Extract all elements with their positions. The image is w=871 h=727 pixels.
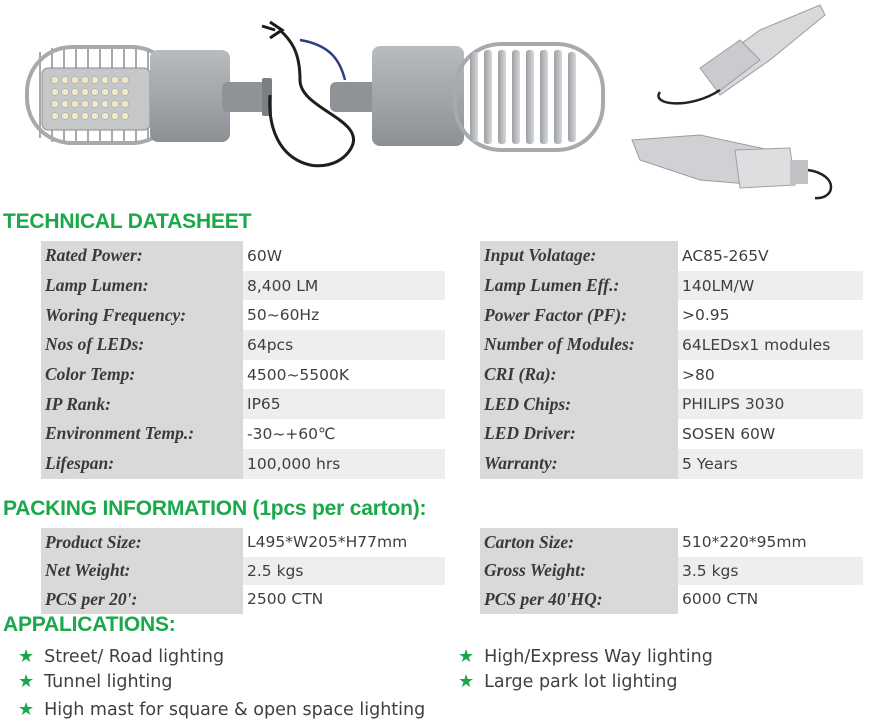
spec-row <box>480 330 863 360</box>
spec-value: 50~60Hz <box>243 300 445 330</box>
spec-label: Gross Weight: <box>480 557 678 586</box>
spec-row <box>41 241 445 271</box>
spec-label: Power Factor (PF): <box>480 300 678 330</box>
spec-row <box>41 419 445 449</box>
application-item: ★ Tunnel lighting <box>18 671 173 692</box>
spec-label: Color Temp: <box>41 360 243 390</box>
spec-label: Nos of LEDs: <box>41 330 243 360</box>
application-item: ★ Street/ Road lighting <box>18 646 225 667</box>
spec-label: Rated Power: <box>41 241 243 271</box>
spec-label: Net Weight: <box>41 557 243 586</box>
spec-label: Input Volatage: <box>480 241 678 271</box>
spec-label: Lifespan: <box>41 449 243 479</box>
spec-value: 4500~5500K <box>243 360 445 390</box>
spec-value: 2.5 kgs <box>243 557 445 586</box>
spec-label: LED Chips: <box>480 389 678 419</box>
street-light-front-view <box>27 47 272 143</box>
spec-value: AC85-265V <box>678 241 863 271</box>
product-photos <box>0 0 871 210</box>
spec-row <box>41 389 445 419</box>
spec-row <box>41 271 445 301</box>
spec-row <box>480 360 863 390</box>
packing-title: PACKING INFORMATION (1pcs per carton): <box>3 497 427 520</box>
spec-value: 64pcs <box>243 330 445 360</box>
spec-label: Lamp Lumen Eff.: <box>480 271 678 301</box>
datasheet-table-right <box>480 241 863 479</box>
spec-value: SOSEN 60W <box>678 419 863 449</box>
spec-value: 140LM/W <box>678 271 863 301</box>
spec-row <box>480 271 863 301</box>
spec-value: 64LEDsx1 modules <box>678 330 863 360</box>
spec-row <box>480 241 863 271</box>
datasheet-title: TECHNICAL DATASHEET <box>3 210 252 233</box>
spec-label: CRI (Ra): <box>480 360 678 390</box>
spec-label: LED Driver: <box>480 419 678 449</box>
spec-row <box>480 528 863 557</box>
spec-row <box>480 585 863 614</box>
spec-label: Woring Frequency: <box>41 300 243 330</box>
spec-value: >0.95 <box>678 300 863 330</box>
datasheet-table-left <box>41 241 445 479</box>
spec-row <box>480 419 863 449</box>
spec-value: L495*W205*H77mm <box>243 528 445 557</box>
spec-label: Number of Modules: <box>480 330 678 360</box>
star-icon: ★ <box>458 671 475 692</box>
spec-row <box>480 557 863 586</box>
spec-value: 3.5 kgs <box>678 557 863 586</box>
spec-row <box>480 449 863 479</box>
spec-label: IP Rank: <box>41 389 243 419</box>
spec-label: Warranty: <box>480 449 678 479</box>
application-item: ★ High mast for square & open space lighting <box>18 699 426 720</box>
spec-value: 2500 CTN <box>243 585 445 614</box>
street-light-angle-view-2 <box>632 135 831 198</box>
spec-value: IP65 <box>243 389 445 419</box>
spec-label: Product Size: <box>41 528 243 557</box>
spec-label: Lamp Lumen: <box>41 271 243 301</box>
applications-title: APPALICATIONS: <box>3 613 176 636</box>
spec-value: 100,000 hrs <box>243 449 445 479</box>
spec-label: PCS per 40'HQ: <box>480 585 678 614</box>
application-item: ★ High/Express Way lighting <box>458 646 713 667</box>
spec-value: 8,400 LM <box>243 271 445 301</box>
spec-label: PCS per 20': <box>41 585 243 614</box>
packing-table-left <box>41 528 445 614</box>
spec-value: -30~+60℃ <box>243 419 445 449</box>
spec-label: Carton Size: <box>480 528 678 557</box>
spec-row <box>41 585 445 614</box>
star-icon: ★ <box>18 646 35 667</box>
application-item: ★ Large park lot lighting <box>458 671 678 692</box>
star-icon: ★ <box>18 699 35 720</box>
spec-value: 6000 CTN <box>678 585 863 614</box>
spec-row <box>41 300 445 330</box>
spec-label: Environment Temp.: <box>41 419 243 449</box>
street-light-back-view <box>330 44 603 150</box>
star-icon: ★ <box>458 646 475 667</box>
spec-value: PHILIPS 3030 <box>678 389 863 419</box>
star-icon: ★ <box>18 671 35 692</box>
spec-row <box>480 389 863 419</box>
street-light-angle-view-1 <box>658 5 825 103</box>
spec-value: 60W <box>243 241 445 271</box>
spec-value: 5 Years <box>678 449 863 479</box>
spec-row <box>41 449 445 479</box>
packing-table-right <box>480 528 863 614</box>
spec-value: >80 <box>678 360 863 390</box>
spec-row <box>41 360 445 390</box>
spec-row <box>480 300 863 330</box>
spec-row <box>41 330 445 360</box>
spec-row <box>41 557 445 586</box>
spec-row <box>41 528 445 557</box>
spec-value: 510*220*95mm <box>678 528 863 557</box>
